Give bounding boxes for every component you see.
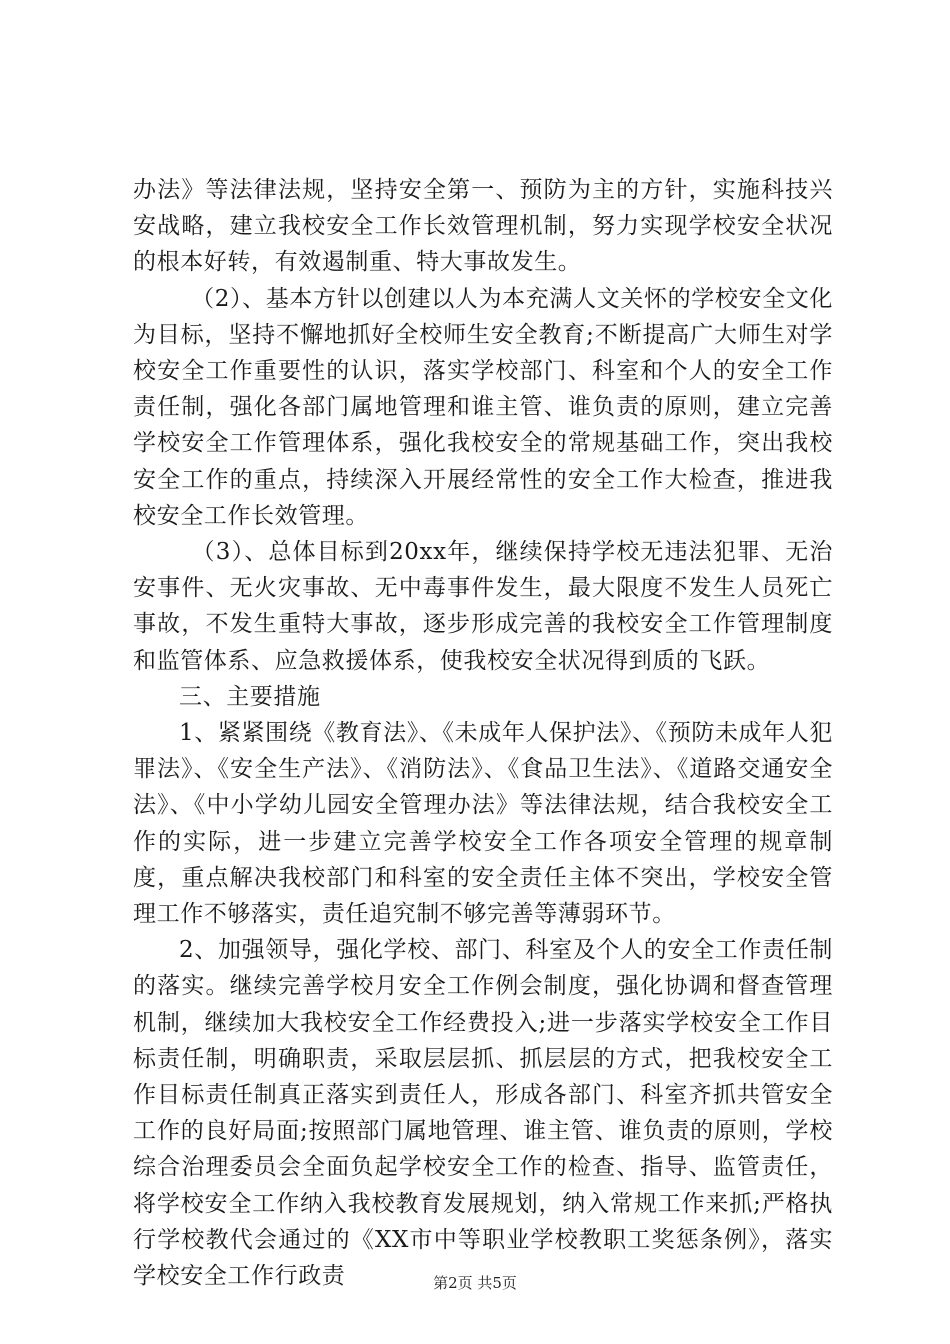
page-number-footer: 第2页 共5页 (433, 1274, 517, 1292)
paragraph-overall-goal: （3）、总体目标到20xx年，继续保持学校无违法犯罪、无治安事件、无火灾事故、无中毒事件发生，最大限度不发生人员死亡事故，不发生重特大事故，逐步形成完善的我校安全工作管理制度和监管体系、应急救援体系，使我校安全状况得到质的飞跃。 (133, 539, 833, 674)
paragraph-continuation: 办法》等法律法规，坚持安全第一、预防为主的方针，实施科技兴安战略，建立我校安全工作长效管理机制，努力实现学校安全状况的根本好转，有效遏制重、特大事故发生。 (133, 177, 833, 276)
paragraph-measure-2: 2、加强领导，强化学校、部门、科室及个人的安全工作责任制的落实。继续完善学校月安全工作例会制度，强化协调和督查管理机制，继续加大我校安全工作经费投入;进一步落实学校安全工作目标责任制，明确职责，采取层层抓、抓层层的方式，把我校安全工作目标责任制真正落实到责任人，形成各部门、科室齐抓共管安全工作的良好局面;按照部门属地管理、谁主管、谁负责的原则，学校综合治理委员会全面负起学校安全工作的检查、指导、监管责任，将学校安全工作纳入我校教育发展规划，纳入常规工作来抓;严格执行学校教代会通过的《XX市中等职业学校教职工奖惩条例》，落实学校安全工作行政责 (133, 937, 833, 1290)
paragraph-basic-policy: （2）、基本方针以创建以人为本充满人文关怀的学校安全文化为目标，坚持不懈地抓好全校师生安全教育;不断提高广大师生对学校安全工作重要性的认识，落实学校部门、科室和个人的安全工作责任制，强化各部门属地管理和谁主管、谁负责的原则，建立完善学校安全工作管理体系，强化我校安全的常规基础工作，突出我校安全工作的重点，持续深入开展经常性的安全工作大检查，推进我校安全工作长效管理。 (133, 285, 833, 529)
paragraph-measure-1: 1、紧紧围绕《教育法》、《未成年人保护法》、《预防未成年人犯罪法》、《安全生产法》、《消防法》、《食品卫生法》、《道路交通安全法》、《中小学幼儿园安全管理办法》等法律法规，结合我校安全工作的实际，进一步建立完善学校安全工作各项安全管理的规章制度，重点解决我校部门和科室的安全责任主体不突出，学校安全管理工作不够落实，责任追究制不够完善等薄弱环节。 (133, 720, 833, 928)
document-body (133, 172, 833, 1294)
section-heading-main-measures: 三、主要措施 (179, 683, 321, 710)
